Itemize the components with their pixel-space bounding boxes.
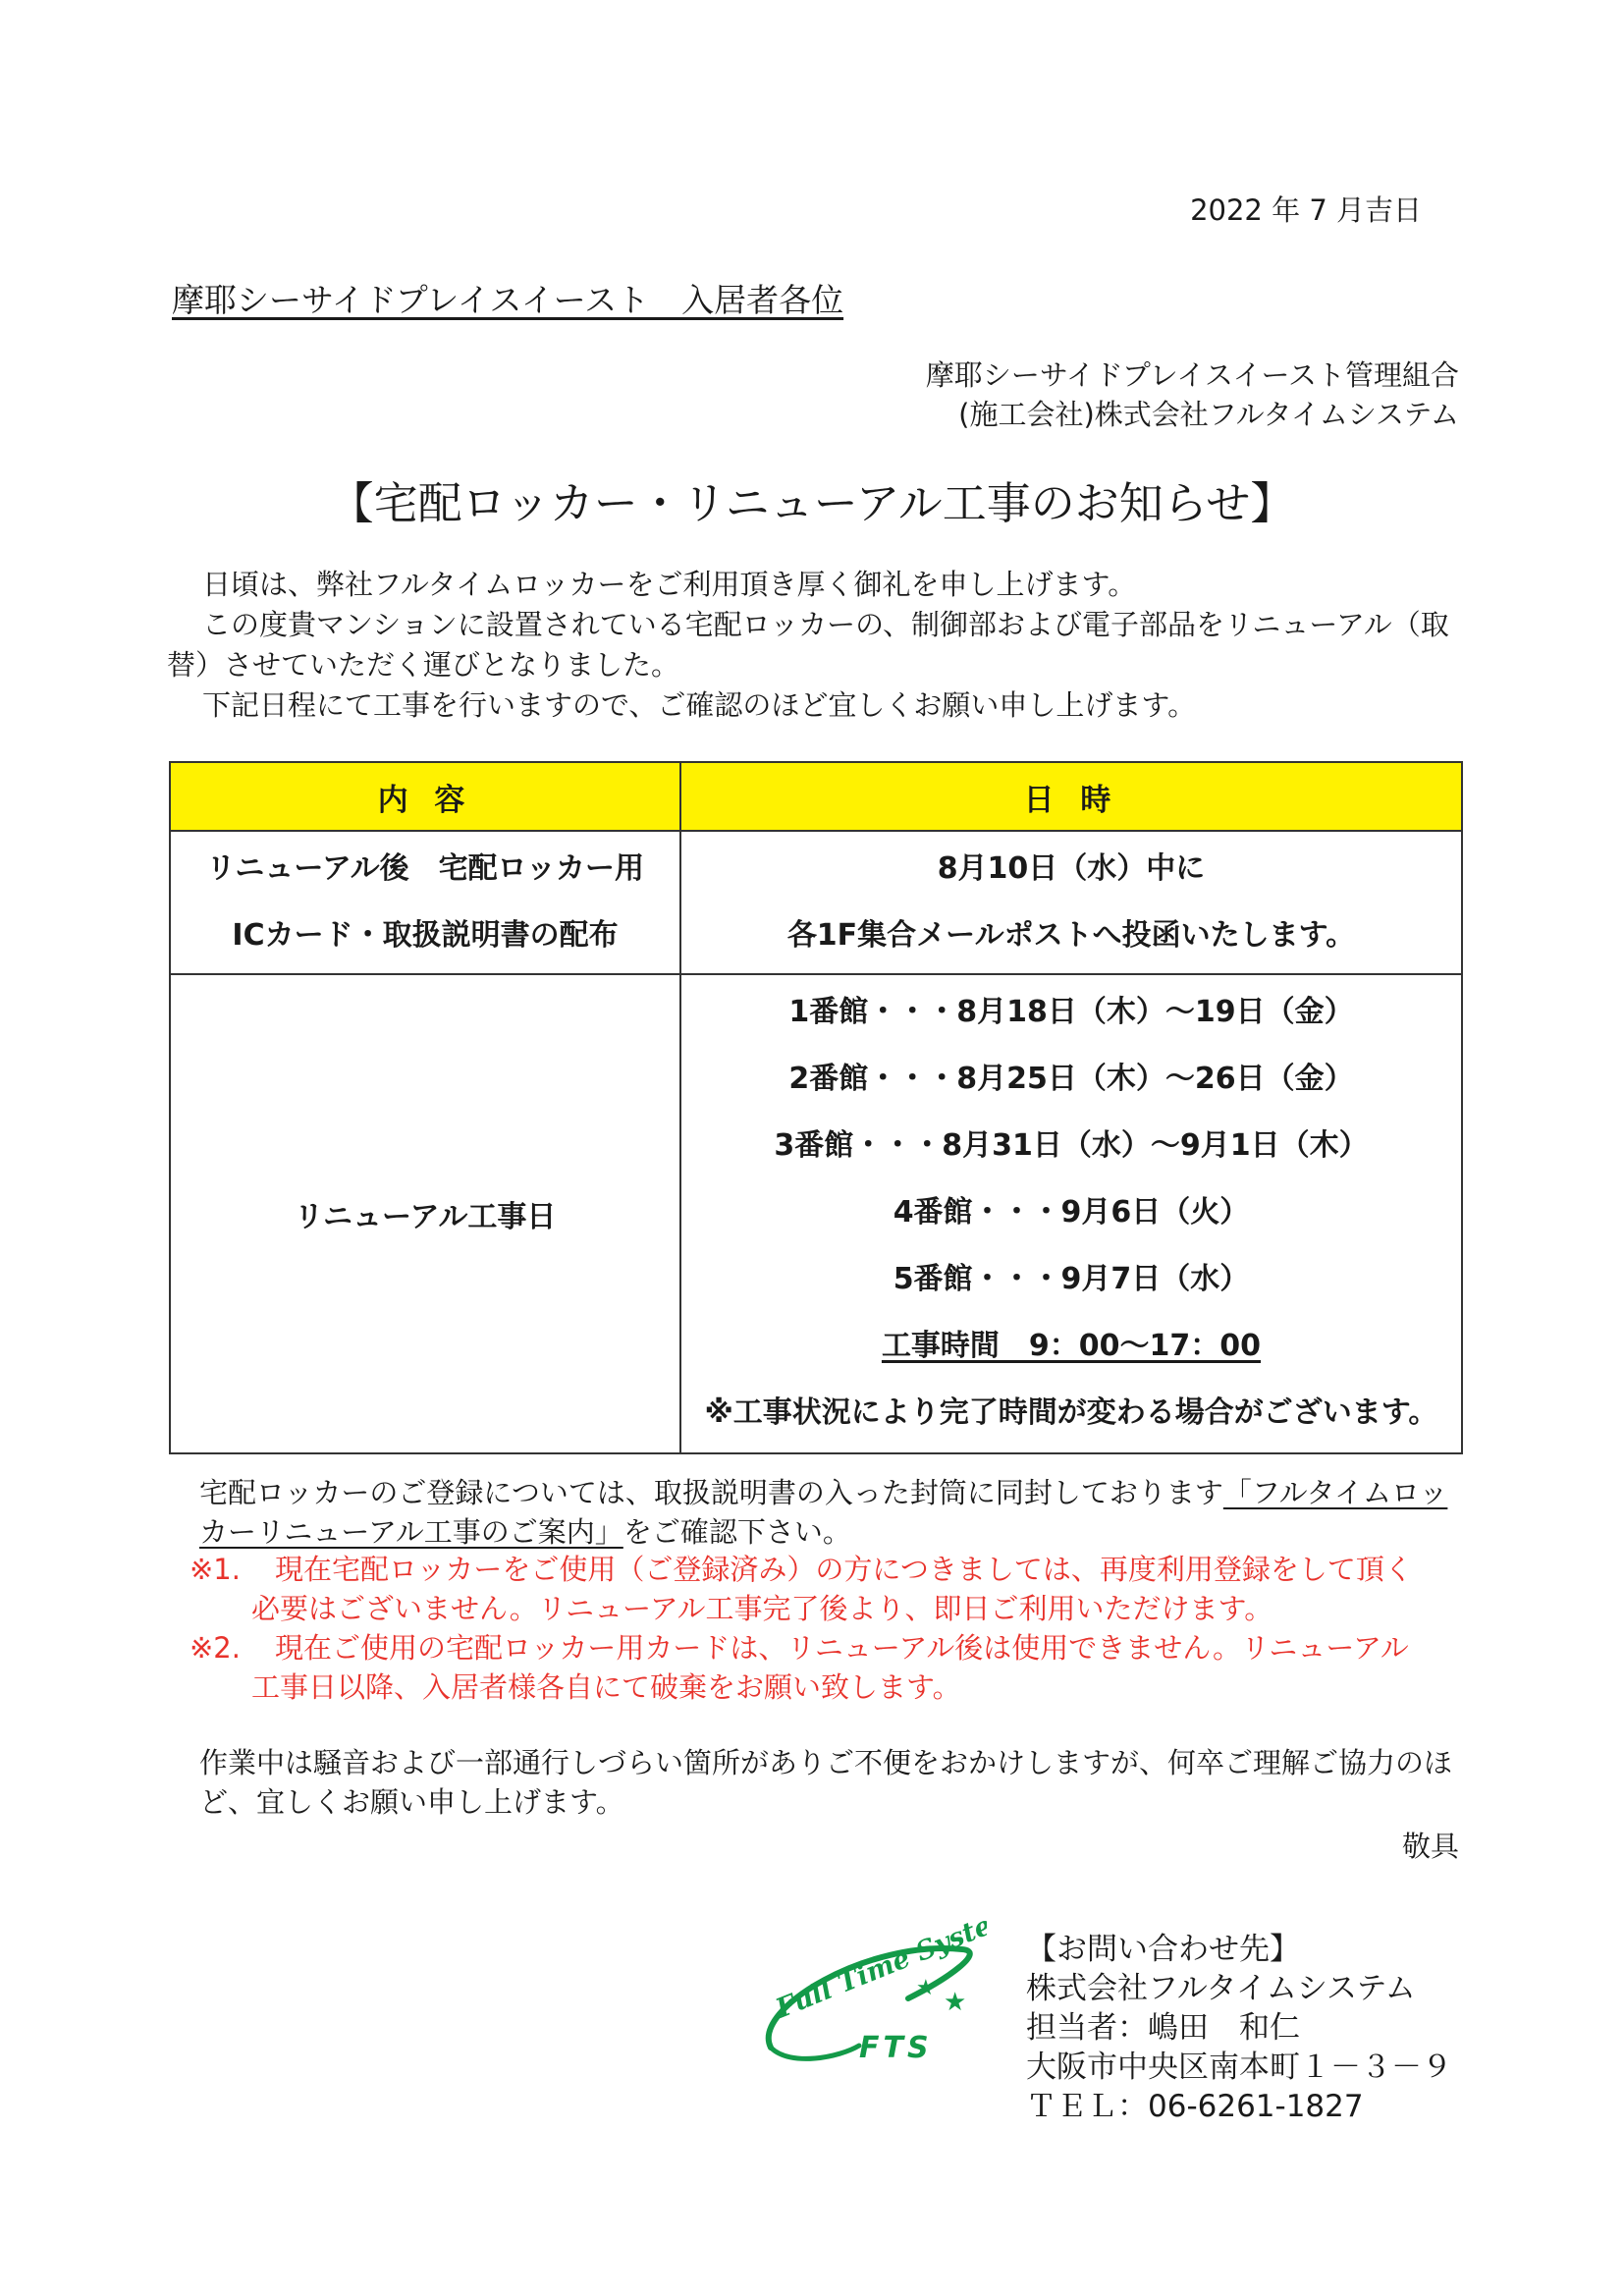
- sender-company: (施工会社)株式会社フルタイムシステム: [958, 398, 1459, 431]
- contact-tel: ＴＥＬ：06-6261-1827: [1026, 2089, 1364, 2124]
- header-datetime: 日 時: [680, 762, 1462, 831]
- issue-date: 2022 年 7 月吉日: [1190, 193, 1422, 227]
- completion-time-note: ※工事状況により完了時間が変わる場合がございます。: [704, 1395, 1438, 1430]
- note-2-text: 現在ご使用の宅配ロッカー用カードは、リニューアル後は使用できません。リニューアル: [275, 1631, 1409, 1665]
- row1-date-line1: 8月10日（水）中に: [937, 851, 1206, 886]
- row2-content-cell: リニューアル工事日: [170, 974, 680, 1453]
- schedule-building-1: 1番館・・・8月18日（木）～19日（金）: [788, 995, 1354, 1029]
- note-1-continuation: 必要はございません。リニューアル工事完了後より、即日ご利用いただけます。: [251, 1592, 1273, 1625]
- table-header-row: [170, 762, 1462, 831]
- star-icon: ★: [944, 1988, 967, 2017]
- note-2: [189, 1628, 1466, 1707]
- contact-block: [1026, 1930, 1452, 2126]
- intro-paragraph-3: 下記日程にて工事を行いますので、ご確認のほど宜しくお願い申し上げます。: [202, 688, 1197, 722]
- star-icon: ★: [916, 1976, 936, 2000]
- row1-date-line2: 各1F集合メールポストへ投函いたします。: [786, 918, 1356, 953]
- sender-association: 摩耶シーサイドプレイスイースト管理組合: [925, 358, 1459, 392]
- schedule-building-3: 3番館・・・8月31日（水）～9月1日（木）: [774, 1128, 1369, 1163]
- row1-content-line1: リニューアル後 宅配ロッカー用: [205, 851, 645, 886]
- note-2-mark: ※2.: [189, 1631, 241, 1665]
- note-1-mark: ※1.: [189, 1553, 241, 1586]
- schedule-table: [169, 761, 1463, 1454]
- contact-heading: 【お問い合わせ先】: [1026, 1932, 1300, 1967]
- contact-address: 大阪市中央区南本町１－３－９: [1026, 2050, 1452, 2085]
- table-row: [170, 831, 1462, 974]
- company-logo: [751, 1920, 987, 2087]
- header-content: 内 容: [170, 762, 680, 831]
- schedule-building-4: 4番館・・・9月6日（火）: [893, 1195, 1250, 1230]
- intro-paragraph-2: この度貴マンションに設置されている宅配ロッカーの、制御部および電子部品をリニューアル（取替）させていただく運びとなりました。: [167, 608, 1449, 682]
- row2-date-cell: [680, 974, 1462, 1453]
- recipient-heading: 摩耶シーサイドプレイスイースト 入居者各位: [172, 281, 844, 319]
- logo-script-text: Full Time System: [772, 1920, 987, 2025]
- registration-text-end: をご確認下さい。: [623, 1515, 851, 1549]
- note-1: [189, 1550, 1466, 1628]
- work-hours-text: 工事時間 9：00～17：00: [881, 1329, 1262, 1363]
- row1-content-line2: ICカード・取扱説明書の配布: [232, 918, 619, 953]
- notice-title: 【宅配ロッカー・リニューアル工事のお知らせ】: [329, 477, 1295, 529]
- intro-paragraph-1: 日頃は、弊社フルタイムロッカーをご利用頂き厚く御礼を申し上げます。: [202, 568, 1137, 601]
- closing-paragraph: 作業中は騒音および一部通行しづらい箇所がありご不便をおかけしますが、何卒ご理解ご協力のほど、宜しくお願い申し上げます。: [199, 1746, 1453, 1819]
- schedule-building-2: 2番館・・・8月25日（木）～26日（金）: [788, 1062, 1354, 1096]
- guide-document-title: 「フルタイムロッカーリニューアル工事のご案内」: [199, 1476, 1448, 1549]
- row1-date-cell: [680, 831, 1462, 974]
- note-1-text: 現在宅配ロッカーをご使用（ご登録済み）の方につきましては、再度利用登録をして頂く: [275, 1553, 1413, 1586]
- note-2-continuation: 工事日以降、入居者様各自にて破棄をお願い致します。: [251, 1670, 961, 1704]
- schedule-building-5: 5番館・・・9月7日（水）: [893, 1262, 1250, 1296]
- work-hours: [681, 1313, 1461, 1380]
- contact-company: 株式会社フルタイムシステム: [1026, 1971, 1416, 2006]
- closing-salutation: 敬具: [1401, 1830, 1459, 1863]
- registration-paragraph: [199, 1473, 1466, 1552]
- logo-abbr: FTS: [859, 2031, 933, 2065]
- table-row: [170, 974, 1462, 1453]
- contact-person: 担当者：嶋田 和仁: [1026, 2010, 1300, 2046]
- registration-text: 宅配ロッカーのご登録については、取扱説明書の入った封筒に同封しております: [199, 1476, 1223, 1509]
- intro-text: [167, 565, 1463, 726]
- row1-content-cell: [170, 831, 680, 974]
